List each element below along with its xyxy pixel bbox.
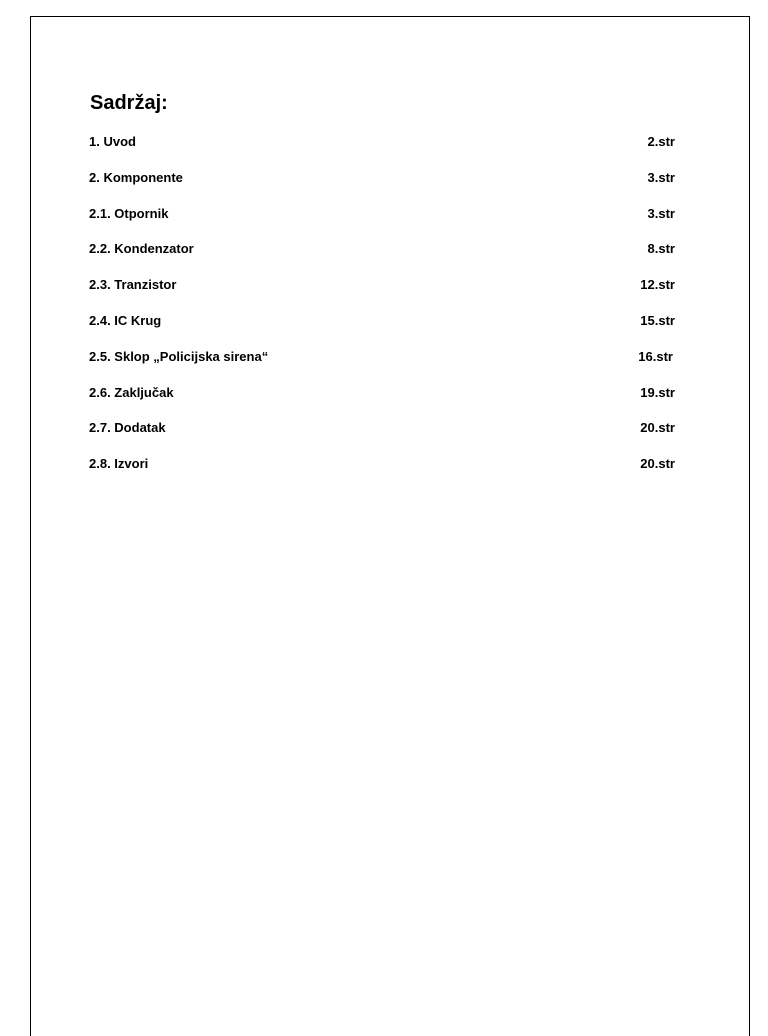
toc-entry-page: 3.str [647, 169, 675, 185]
toc-entry-label: 2.1. Otpornik [89, 205, 169, 221]
toc-entry [89, 170, 675, 206]
toc-entry-label: 2.6. Zaključak [89, 384, 174, 400]
toc-entry [89, 206, 675, 242]
toc-list [89, 134, 675, 492]
toc-entry [89, 277, 675, 313]
toc-entry [89, 313, 675, 349]
toc-entry-label: 2.4. IC Krug [89, 312, 162, 328]
toc-entry-page: 20.str [640, 456, 675, 472]
toc-entry-page: 3.str [647, 205, 675, 221]
toc-entry [89, 420, 675, 456]
toc-entry-label: 2.8. Izvori [89, 456, 149, 472]
toc-entry-label: 2.2. Kondenzator [89, 241, 194, 257]
toc-entry-page: 20.str [640, 420, 675, 436]
toc-entry-label: 2.7. Dodatak [89, 420, 166, 436]
toc-entry-label: 2.5. Sklop „Policijska sirena“ [89, 348, 269, 364]
toc-entry-label: 2. Komponente [89, 169, 183, 185]
toc-entry-page: 19.str [640, 384, 675, 400]
toc-entry [89, 385, 675, 421]
toc-entry-page: 2.str [647, 134, 675, 149]
toc-entry [89, 456, 675, 492]
document-page [30, 16, 750, 1036]
toc-entry-label: 2.3. Tranzistor [89, 277, 177, 293]
toc-entry [89, 241, 675, 277]
toc-title: Sadržaj: [90, 92, 168, 114]
toc-entry-label: 1. Uvod [89, 134, 136, 149]
toc-entry-page: 16.str [638, 348, 673, 364]
toc-entry-page: 8.str [647, 241, 675, 257]
toc-entry [89, 134, 675, 170]
toc-entry-page: 12.str [640, 277, 675, 293]
toc-entry-page: 15.str [640, 312, 675, 328]
toc-entry [89, 349, 675, 385]
